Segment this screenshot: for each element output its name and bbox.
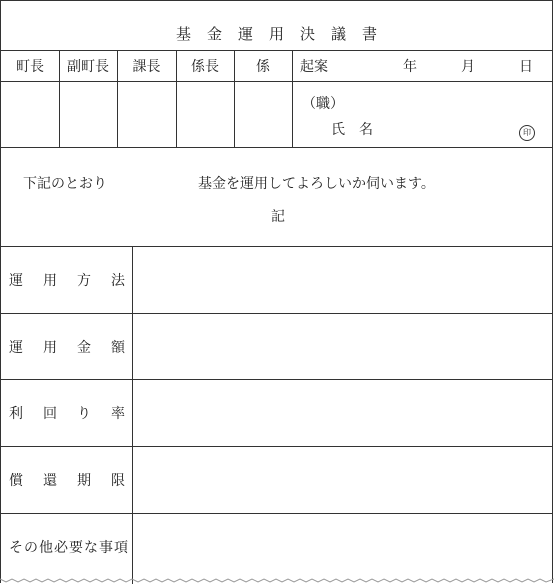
header-staff: 係 <box>256 59 270 75</box>
header-deputy-mayor: 副町長 <box>67 59 109 75</box>
row-char: 運 <box>9 339 23 356</box>
divider <box>1 50 552 51</box>
day-label: 日 <box>519 59 533 75</box>
stamp-box-staff[interactable] <box>235 82 292 147</box>
row-char: 運 <box>9 273 23 289</box>
seal-icon: 印 <box>519 125 535 141</box>
row-char: 期 <box>77 473 91 489</box>
row-label-method <box>1 247 132 313</box>
row-char: 金 <box>77 339 91 356</box>
row-value-yield-rate[interactable] <box>133 380 553 446</box>
header-subsection-chief: 係長 <box>191 59 219 75</box>
divider <box>1 147 552 148</box>
body-text: 基金を運用してよろしいか伺います。 <box>198 176 435 192</box>
row-char: 方 <box>77 273 91 289</box>
row-label-yield-rate <box>1 380 132 446</box>
header-section-chief: 課長 <box>132 59 161 75</box>
row-char: 法 <box>111 273 125 289</box>
row-char: り <box>77 406 91 422</box>
position-label: （職） <box>302 96 344 112</box>
stamp-box-subsection-chief[interactable] <box>177 82 234 147</box>
row-char: 回 <box>43 406 57 422</box>
proposal-label: 起案 <box>300 59 328 75</box>
stamp-box-section-chief[interactable] <box>118 82 176 147</box>
body-lead: 下記のとおり <box>23 176 107 192</box>
row-char: 率 <box>111 406 125 422</box>
month-label: 月 <box>461 59 475 75</box>
stamp-box-mayor[interactable] <box>1 82 59 147</box>
row-value-method[interactable] <box>133 247 553 313</box>
row-value-other-matters[interactable] <box>133 514 553 578</box>
row-char: 還 <box>43 473 57 489</box>
header-mayor: 町長 <box>16 59 44 75</box>
row-char: 償 <box>9 473 23 489</box>
row-label-amount <box>1 314 132 379</box>
row-char: 用 <box>43 273 57 289</box>
torn-edge <box>0 577 554 583</box>
year-label: 年 <box>403 59 417 75</box>
row-value-redemption-term[interactable] <box>133 447 553 513</box>
seal-mark <box>519 120 535 141</box>
form-title: 基金運用決議書 <box>175 25 393 43</box>
divider <box>292 50 293 147</box>
row-value-amount[interactable] <box>133 314 553 379</box>
stamp-box-deputy-mayor[interactable] <box>60 82 117 147</box>
row-label-redemption-term <box>1 447 132 513</box>
row-char: 限 <box>111 473 125 489</box>
body-ki: 記 <box>271 209 285 225</box>
row-char: 額 <box>111 339 125 356</box>
name-label: 氏 名 <box>331 122 373 138</box>
row-char: 用 <box>43 339 57 356</box>
row-char: 利 <box>9 406 23 422</box>
row-label-other-matters: その他必要な事項 <box>9 540 129 556</box>
